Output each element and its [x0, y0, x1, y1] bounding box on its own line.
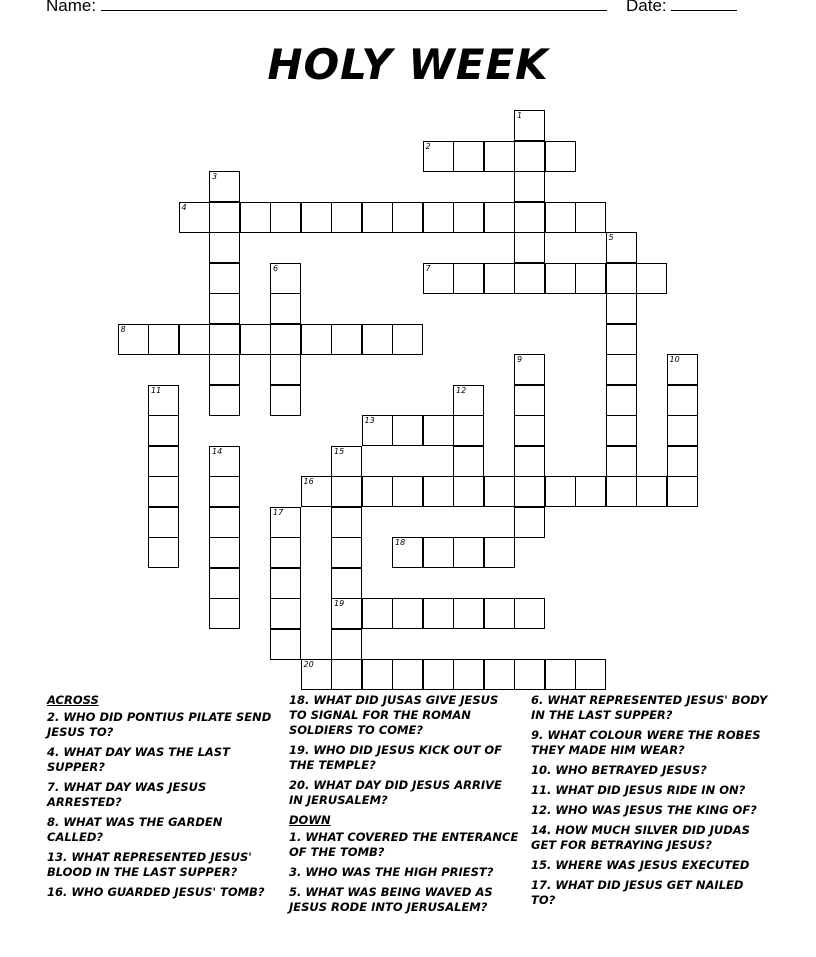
- crossword-cell[interactable]: [667, 385, 698, 416]
- crossword-cell[interactable]: [423, 202, 454, 233]
- crossword-cell[interactable]: [606, 354, 637, 385]
- crossword-cell[interactable]: [575, 202, 606, 233]
- crossword-cell[interactable]: [484, 659, 515, 690]
- clue-down-6: 6. WHAT REPRESENTED JESUS' BODY IN THE LAST SUPPER?: [531, 693, 768, 722]
- crossword-cell[interactable]: [453, 476, 484, 507]
- cell-number: 15: [334, 446, 345, 456]
- crossword-cell[interactable]: [209, 263, 240, 294]
- cell-number: 17: [273, 507, 284, 517]
- crossword-cell[interactable]: [514, 446, 545, 477]
- crossword-cell[interactable]: [667, 354, 698, 385]
- crossword-cell[interactable]: [240, 202, 271, 233]
- cell-number: 3: [212, 172, 218, 181]
- crossword-cell[interactable]: [209, 171, 240, 202]
- crossword-cell[interactable]: [667, 415, 698, 446]
- crossword-cell[interactable]: [209, 598, 240, 629]
- crossword-cell[interactable]: [667, 446, 698, 477]
- crossword-cell[interactable]: [606, 476, 637, 507]
- clue-down-14: 14. HOW MUCH SILVER DID JUDAS GET FOR BETRAYING JESUS?: [531, 823, 750, 852]
- crossword-cell[interactable]: [331, 446, 362, 477]
- date-label: Date:: [626, 0, 667, 15]
- clue-across-18: 18. WHAT DID JUSAS GIVE JESUS TO SIGNAL FOR THE ROMAN SOLDIERS TO COME?: [289, 693, 499, 737]
- cell-number: 12: [456, 385, 467, 395]
- crossword-cell[interactable]: [301, 659, 332, 690]
- crossword-cell[interactable]: [606, 293, 637, 324]
- cell-number: 9: [517, 355, 523, 364]
- crossword-cell[interactable]: [301, 324, 332, 355]
- crossword-cell[interactable]: [514, 659, 545, 690]
- clue-down-10: 10. WHO BETRAYED JESUS?: [531, 763, 707, 777]
- cell-number: 20: [303, 660, 314, 669]
- crossword-cell[interactable]: [423, 263, 454, 294]
- crossword-cell[interactable]: [148, 415, 179, 446]
- crossword-cell[interactable]: [209, 507, 240, 538]
- crossword-cell[interactable]: [514, 385, 545, 416]
- crossword-cell[interactable]: [514, 263, 545, 294]
- cell-number: 2: [425, 141, 431, 151]
- crossword-cell[interactable]: [545, 476, 576, 507]
- crossword-cell[interactable]: [270, 263, 301, 294]
- crossword-cell[interactable]: [606, 263, 637, 294]
- crossword-cell[interactable]: [606, 446, 637, 477]
- crossword-cell[interactable]: [514, 141, 545, 172]
- clue-across-16: 16. WHO GUARDED JESUS' TOMB?: [47, 885, 265, 899]
- crossword-cell[interactable]: [148, 537, 179, 568]
- crossword-cell[interactable]: [392, 202, 423, 233]
- crossword-cell[interactable]: [514, 415, 545, 446]
- crossword-cell[interactable]: [331, 629, 362, 660]
- crossword-cell[interactable]: [453, 385, 484, 416]
- crossword-cell[interactable]: [606, 324, 637, 355]
- clue-across-2: 2. WHO DID PONTIUS PILATE SEND JESUS TO?: [47, 710, 272, 739]
- clue-across-20: 20. WHAT DAY DID JESUS ARRIVE IN JERUSALEM?: [289, 778, 502, 807]
- crossword-cell[interactable]: [148, 507, 179, 538]
- clue-down-17: 17. WHAT DID JESUS GET NAILED TO?: [531, 878, 744, 907]
- crossword-cell[interactable]: [423, 476, 454, 507]
- cell-number: 16: [303, 477, 314, 486]
- crossword-cell[interactable]: [362, 476, 393, 507]
- crossword-cell[interactable]: [423, 598, 454, 629]
- crossword-cell[interactable]: [514, 354, 545, 385]
- crossword-cell[interactable]: [453, 446, 484, 477]
- clues-column-3: [531, 693, 771, 913]
- crossword-cell[interactable]: [514, 476, 545, 507]
- clue-across-13: 13. WHAT REPRESENTED JESUS' BLOOD IN THE LAST SUPPER?: [47, 850, 252, 879]
- crossword-cell[interactable]: [270, 629, 301, 660]
- clue-across-19: 19. WHO DID JESUS KICK OUT OF THE TEMPLE?: [289, 743, 503, 772]
- crossword-cell[interactable]: [209, 232, 240, 263]
- clue-across-7: 7. WHAT DAY WAS JESUS ARRESTED?: [47, 780, 207, 809]
- crossword-cell[interactable]: [148, 385, 179, 416]
- crossword-cell[interactable]: [331, 202, 362, 233]
- crossword-cell[interactable]: [514, 598, 545, 629]
- clue-down-5: 5. WHAT WAS BEING WAVED AS JESUS RODE INTO JERUSALEM?: [289, 885, 493, 914]
- crossword-cell[interactable]: [179, 202, 210, 233]
- crossword-cell[interactable]: [453, 202, 484, 233]
- crossword-cell[interactable]: [453, 537, 484, 568]
- crossword-cell[interactable]: [636, 263, 667, 294]
- cell-number: 19: [334, 599, 345, 608]
- crossword-cell[interactable]: [514, 171, 545, 202]
- crossword-cell[interactable]: [331, 476, 362, 507]
- crossword-cell[interactable]: [301, 202, 332, 233]
- crossword-cell[interactable]: [575, 476, 606, 507]
- crossword-cell[interactable]: [514, 232, 545, 263]
- crossword-cell[interactable]: [270, 324, 301, 355]
- crossword-cell[interactable]: [575, 263, 606, 294]
- crossword-cell[interactable]: [392, 537, 423, 568]
- crossword-cell[interactable]: [453, 415, 484, 446]
- crossword-cell[interactable]: [423, 537, 454, 568]
- crossword-cell[interactable]: [484, 263, 515, 294]
- crossword-cell[interactable]: [270, 354, 301, 385]
- crossword-cell[interactable]: [331, 568, 362, 599]
- crossword-cell[interactable]: [209, 354, 240, 385]
- cell-number: 11: [151, 385, 162, 395]
- cell-number: 6: [273, 263, 279, 273]
- crossword-cell[interactable]: [514, 507, 545, 538]
- crossword-cell[interactable]: [453, 263, 484, 294]
- crossword-cell[interactable]: [636, 476, 667, 507]
- clues-column-2: [289, 693, 519, 920]
- crossword-cell[interactable]: [270, 385, 301, 416]
- crossword-cell[interactable]: [362, 598, 393, 629]
- cell-number: 10: [669, 355, 680, 364]
- crossword-cell[interactable]: [209, 202, 240, 233]
- crossword-cell[interactable]: [301, 476, 332, 507]
- crossword-cell[interactable]: [392, 324, 423, 355]
- cell-number: 18: [395, 538, 406, 547]
- clue-across-4: 4. WHAT DAY WAS THE LAST SUPPER?: [47, 745, 230, 774]
- clue-down-1: 1. WHAT COVERED THE ENTERANCE OF THE TOMB?: [289, 830, 519, 859]
- clue-down-9: 9. WHAT COLOUR WERE THE ROBES THEY MADE HIM WEAR?: [531, 728, 761, 757]
- crossword-cell[interactable]: [484, 476, 515, 507]
- crossword-cell[interactable]: [484, 141, 515, 172]
- crossword-cell[interactable]: [270, 293, 301, 324]
- crossword-cell[interactable]: [362, 202, 393, 233]
- cell-number: 5: [608, 233, 614, 242]
- crossword-cell[interactable]: [331, 537, 362, 568]
- crossword-cell[interactable]: [392, 598, 423, 629]
- cell-number: 1: [517, 111, 523, 120]
- crossword-cell[interactable]: [514, 202, 545, 233]
- crossword-cell[interactable]: [270, 598, 301, 629]
- crossword-cell[interactable]: [331, 598, 362, 629]
- crossword-cell[interactable]: [270, 537, 301, 568]
- crossword-cell[interactable]: [453, 141, 484, 172]
- crossword-cell[interactable]: [209, 476, 240, 507]
- page-title: HOLY WEEK: [267, 40, 549, 89]
- down-heading: DOWN: [289, 813, 331, 827]
- across-heading: ACROSS: [47, 693, 99, 707]
- crossword-cell[interactable]: [606, 385, 637, 416]
- crossword-cell[interactable]: [606, 232, 637, 263]
- crossword-cell[interactable]: [545, 263, 576, 294]
- crossword-cell[interactable]: [209, 324, 240, 355]
- crossword-cell[interactable]: [209, 446, 240, 477]
- crossword-cell[interactable]: [575, 659, 606, 690]
- crossword-cell[interactable]: [270, 202, 301, 233]
- crossword-cell[interactable]: [209, 537, 240, 568]
- crossword-cell[interactable]: [209, 568, 240, 599]
- clue-across-8: 8. WHAT WAS THE GARDEN CALLED?: [47, 815, 223, 844]
- crossword-cell[interactable]: [423, 141, 454, 172]
- name-label: Name:: [46, 0, 97, 15]
- crossword-cell[interactable]: [514, 110, 545, 141]
- cell-number: 14: [212, 446, 223, 456]
- crossword-cell[interactable]: [362, 659, 393, 690]
- crossword-cell[interactable]: [209, 293, 240, 324]
- crossword-cell[interactable]: [545, 141, 576, 172]
- crossword-cell[interactable]: [270, 507, 301, 538]
- crossword-cell[interactable]: [453, 598, 484, 629]
- crossword-cell[interactable]: [545, 659, 576, 690]
- crossword-cell[interactable]: [240, 324, 271, 355]
- clue-down-15: 15. WHERE WAS JESUS EXECUTED: [531, 858, 750, 872]
- crossword-cell[interactable]: [484, 537, 515, 568]
- crossword-cell[interactable]: [423, 415, 454, 446]
- clue-down-11: 11. WHAT DID JESUS RIDE IN ON?: [531, 783, 746, 797]
- crossword-cell[interactable]: [148, 476, 179, 507]
- crossword-cell[interactable]: [362, 324, 393, 355]
- crossword-cell[interactable]: [209, 385, 240, 416]
- crossword-cell[interactable]: [606, 415, 637, 446]
- crossword-cell[interactable]: [545, 202, 576, 233]
- crossword-cell[interactable]: [392, 476, 423, 507]
- crossword-cell[interactable]: [331, 507, 362, 538]
- crossword-cell[interactable]: [453, 659, 484, 690]
- clue-down-12: 12. WHO WAS JESUS THE KING OF?: [531, 803, 757, 817]
- crossword-cell[interactable]: [179, 324, 210, 355]
- crossword-cell[interactable]: [118, 324, 149, 355]
- crossword-cell[interactable]: [362, 415, 393, 446]
- crossword-cell[interactable]: [331, 324, 362, 355]
- cell-number: 13: [364, 416, 375, 425]
- crossword-cell[interactable]: [392, 415, 423, 446]
- crossword-cell[interactable]: [148, 324, 179, 355]
- clue-down-3: 3. WHO WAS THE HIGH PRIEST?: [289, 865, 494, 879]
- crossword-cell[interactable]: [484, 202, 515, 233]
- clues-column-1: [47, 693, 275, 905]
- crossword-cell[interactable]: [331, 659, 362, 690]
- cell-number: 8: [120, 324, 126, 334]
- cell-number: 7: [425, 263, 431, 273]
- cell-number: 4: [181, 202, 187, 212]
- crossword-cell[interactable]: [392, 659, 423, 690]
- crossword-cell[interactable]: [484, 598, 515, 629]
- crossword-cell[interactable]: [148, 446, 179, 477]
- crossword-cell[interactable]: [423, 659, 454, 690]
- crossword-cell[interactable]: [667, 476, 698, 507]
- crossword-cell[interactable]: [270, 568, 301, 599]
